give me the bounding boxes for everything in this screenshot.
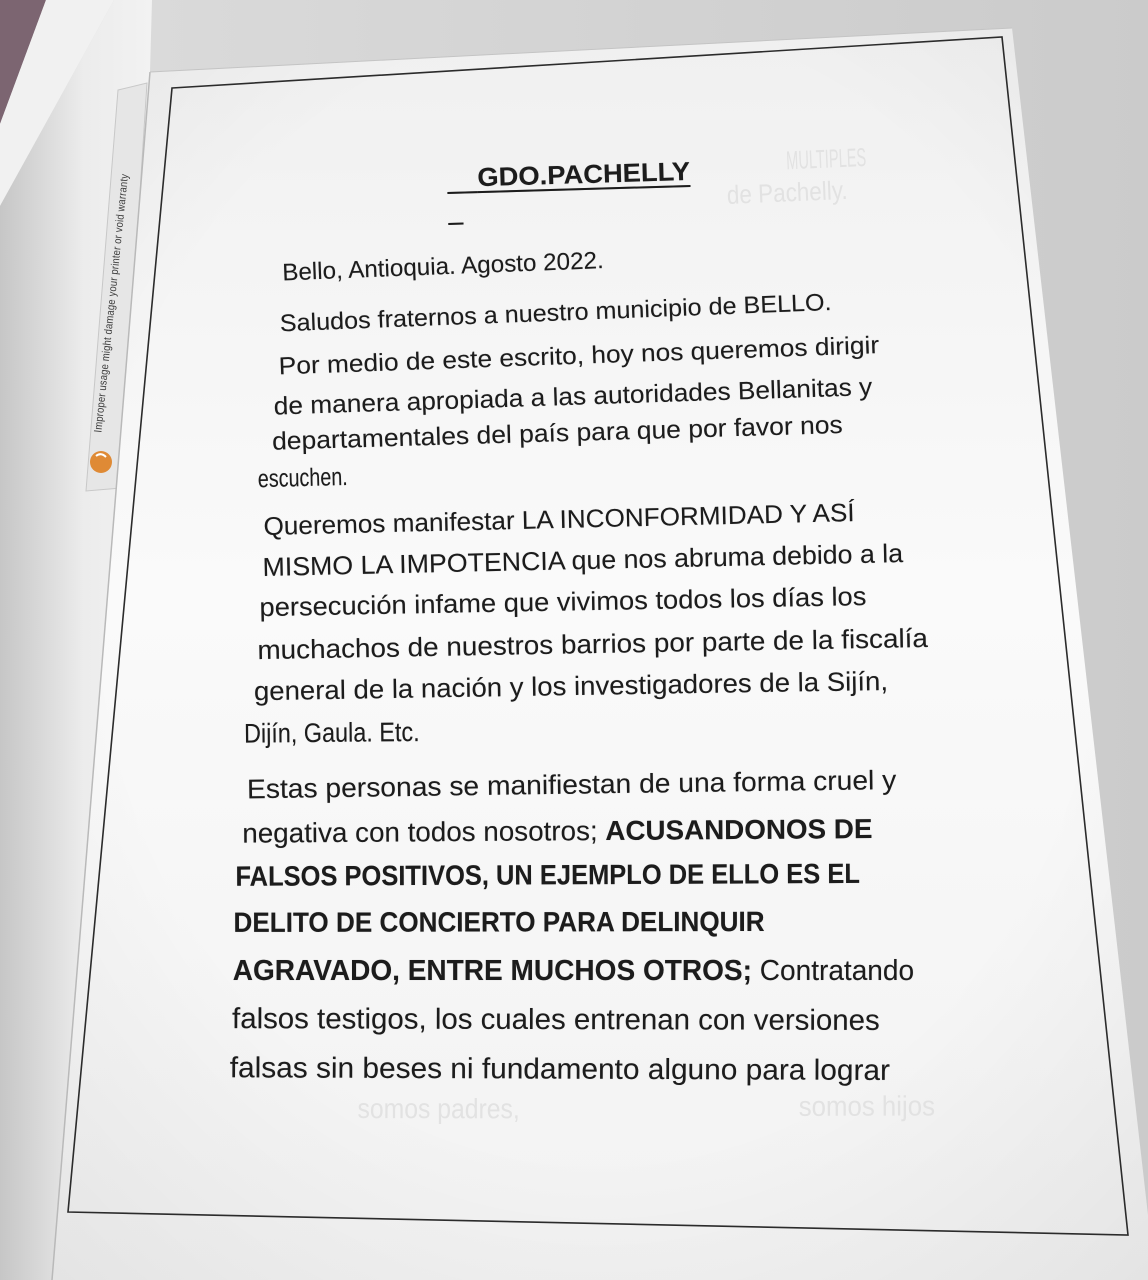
line-text: Queremos manifestar LA INCONFORMIDAD Y ASÍ (263, 498, 855, 541)
line-text: Contratando (751, 955, 915, 988)
line-text: Por medio de este escrito, hoy nos queremos dirigir (278, 332, 880, 381)
ghost-text-span: somos hijos (798, 1090, 936, 1122)
line-text: MISMO LA IMPOTENCIA que nos abruma debido a la (262, 538, 904, 583)
line-text: Estas personas se manifiestan de una forma cruel y (246, 765, 897, 805)
line-text-bold: FALSOS POSITIVOS, UN EJEMPLO DE ELLO ES EL (235, 857, 860, 892)
line-text-bold: ACUSANDONOS DE (605, 813, 873, 846)
line-text: departamentales del país para que por favor nos (271, 410, 844, 456)
line-text: escuchen. (257, 463, 349, 494)
line-text: muchachos de nuestros barrios por parte de la fiscalía (257, 622, 929, 665)
line-text: Dijín, Gaula. Etc. (243, 717, 420, 750)
line-text: Bello, Antioquia. Agosto 2022. (281, 246, 605, 287)
line-text: negativa con todos nosotros; (242, 814, 606, 849)
document-line (180, 1016, 890, 1123)
line-text: persecución infame que vivimos todos los días los (259, 581, 867, 623)
doc-title-text: GDO.PACHELLY (476, 156, 691, 193)
line-text: falsos testigos, los cuales entrenan con versiones (232, 1002, 880, 1037)
line-text: falsas sin beses ni fundamento alguno para lograr (229, 1052, 891, 1087)
ghost-text (700, 144, 849, 244)
line-text: general de la nación y los investigadores de la Sijín, (253, 665, 889, 707)
line-text: Saludos fraternos a nuestro municipio de BELLO. (279, 288, 833, 338)
line-text: de manera apropiada a las autoridades Bellanitas y (273, 373, 873, 421)
warning-dot-icon (90, 451, 112, 473)
line-text-bold: AGRAVADO, ENTRE MUCHOS OTROS; (232, 955, 752, 988)
printer-warning-text: Improper usage might damage your printer or void warranty (92, 173, 132, 434)
ghost-text-span: de Pachelly. (726, 175, 849, 211)
ghost-text-span: MULTIPLES (785, 142, 867, 176)
doc-title (446, 125, 692, 226)
ghost-text-span: somos padres, (357, 1092, 520, 1124)
line-text-bold: DELITO DE CONCIERTO PARA DELINQUIR (233, 905, 765, 938)
